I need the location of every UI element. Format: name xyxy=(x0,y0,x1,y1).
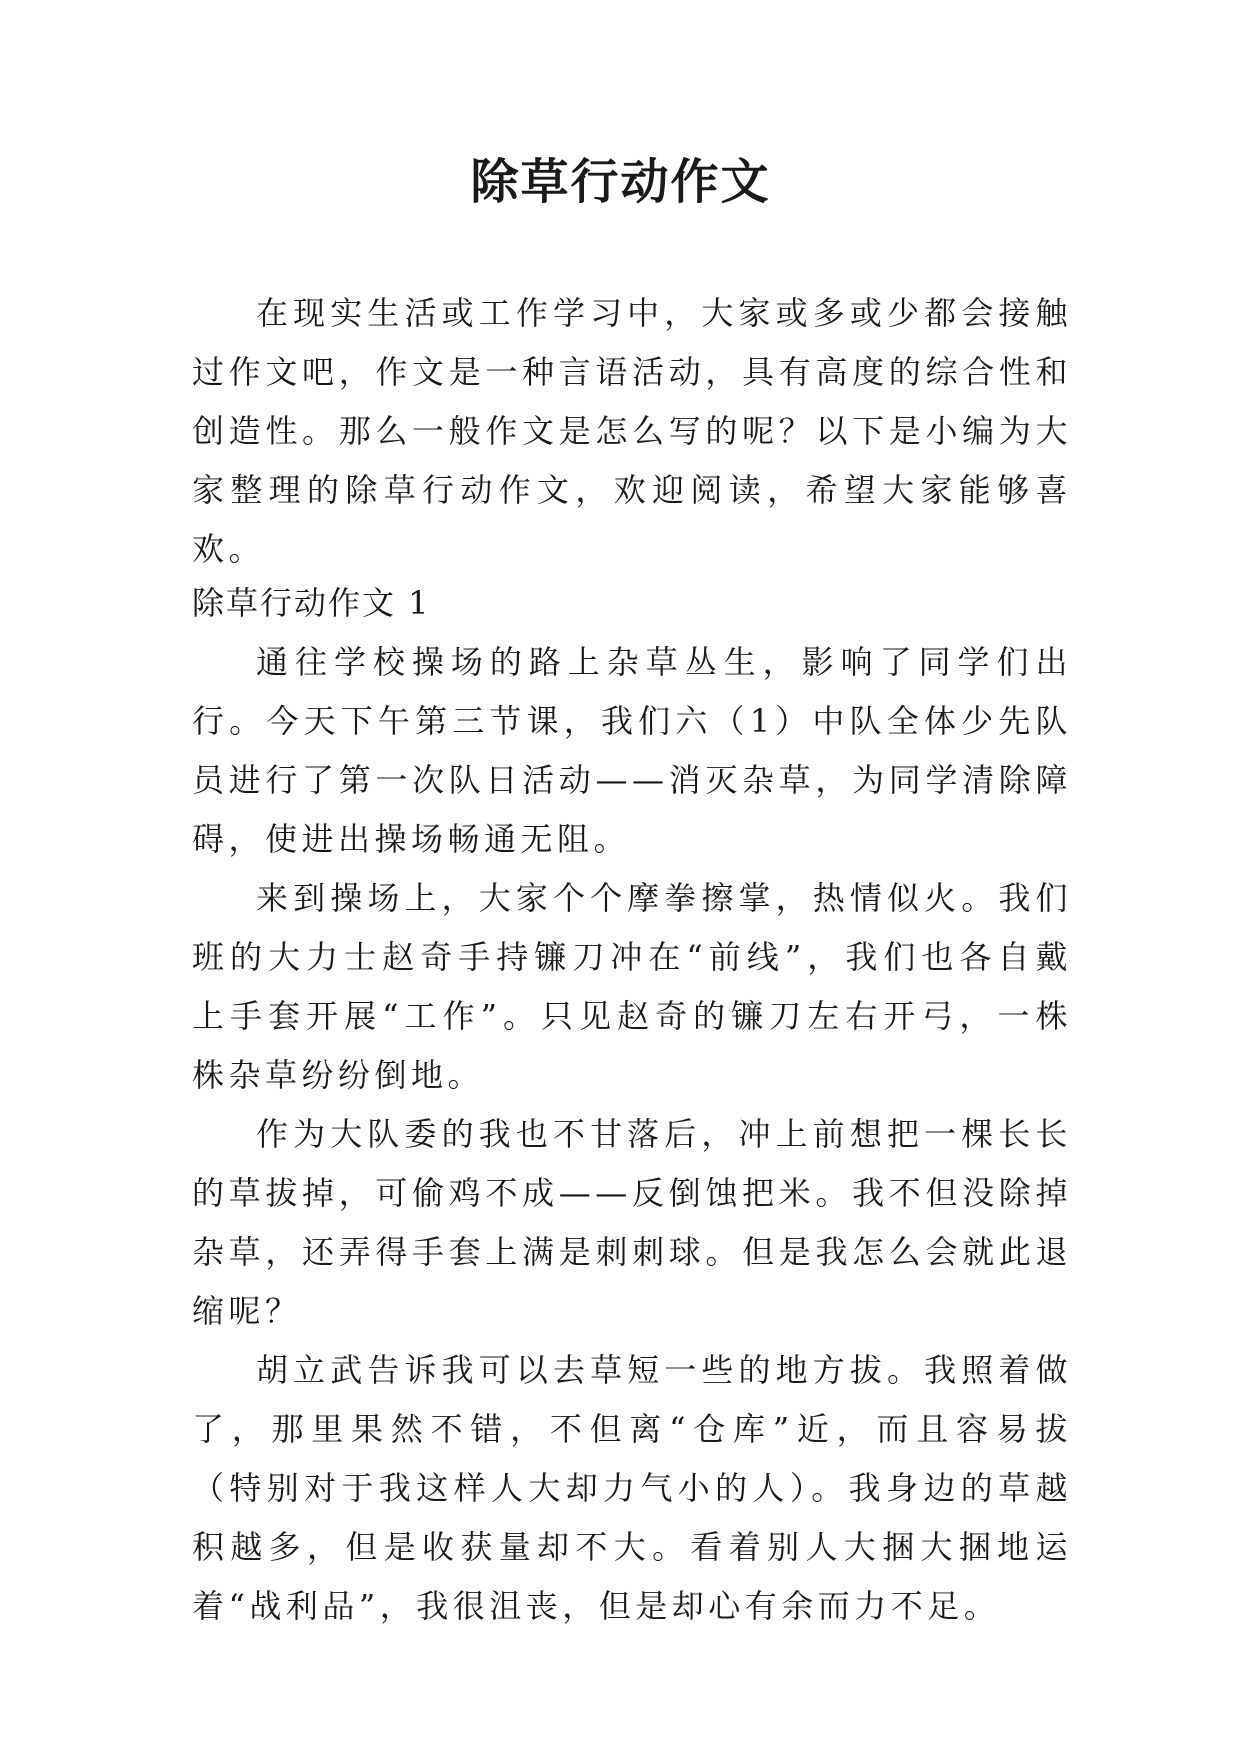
document-title: 除草行动作文 xyxy=(470,154,771,210)
article-body xyxy=(192,574,1072,1636)
paragraph-3: 作为大队委的我也不甘落后，冲上前想把一棵长长的草拔掉，可偷鸡不成——反倒蚀把米。我不但没除掉杂草，还弄得手套上满是刺刺球。但是我怎么会就此退缩呢？ xyxy=(192,1115,1072,1330)
intro-paragraph: 在现实生活或工作学习中，大家或多或少都会接触过作文吧，作文是一种言语活动，具有高度的综合性和创造性。那么一般作文是怎么写的呢？以下是小编为大家整理的除草行动作文，欢迎阅读，希望大家能够喜欢。 xyxy=(192,294,1072,568)
section-heading: 除草行动作文 1 xyxy=(192,584,431,622)
paragraph-1: 通往学校操场的路上杂草丛生，影响了同学们出行。今天下午第三节课，我们六（1）中队全体少先队员进行了第一次队日活动——消灭杂草，为同学清除障碍，使进出操场畅通无阻。 xyxy=(192,643,1072,858)
paragraph-4: 胡立武告诉我可以去草短一些的地方拔。我照着做了，那里果然不错，不但离“仓库”近，而且容易拔（特别对于我这样人大却力气小的人）。我身边的草越积越多，但是收获量却不大。看着别人大捆大捆地运着“战利品”，我很沮丧，但是却心有余而力不足。 xyxy=(192,1351,1072,1625)
paragraph-2: 来到操场上，大家个个摩拳擦掌，热情似火。我们班的大力士赵奇手持镰刀冲在“前线”，我们也各自戴上手套开展“工作”。只见赵奇的镰刀左右开弓，一株株杂草纷纷倒地。 xyxy=(192,879,1072,1094)
intro-block xyxy=(192,284,1072,579)
